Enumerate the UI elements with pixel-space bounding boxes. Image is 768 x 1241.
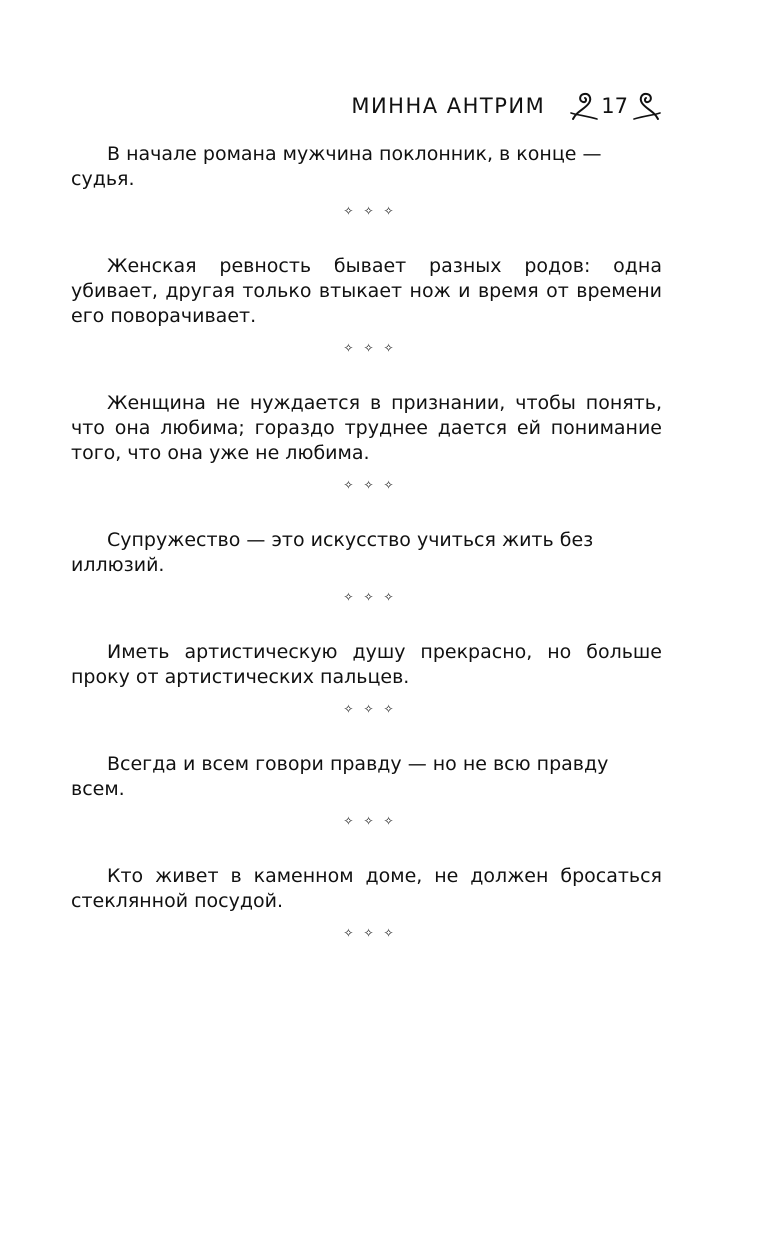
separator-star: ✧	[363, 204, 374, 218]
separator-star: ✧	[383, 204, 394, 218]
separator-star: ✧	[343, 814, 354, 828]
aphorism-1: В начале романа мужчина поклонник, в конце — судья.	[71, 143, 602, 190]
star-separator-icon	[71, 696, 662, 722]
star-separator-icon	[71, 584, 662, 610]
separator-star: ✧	[343, 204, 354, 218]
star-separator-icon	[71, 198, 662, 224]
separator-star: ✧	[343, 478, 354, 492]
running-head	[351, 88, 664, 124]
aphorism-2: Женская ревность бывает разных родов: одна убивает, другая только втыкает нож и время от времени его поворачивает.	[71, 255, 662, 327]
star-separator-icon	[71, 472, 662, 498]
separator-star: ✧	[383, 814, 394, 828]
aphorism-5: Иметь артистическую душу прекрасно, но больше проку от артистических пальцев.	[71, 641, 662, 688]
page-number: 17	[601, 94, 628, 118]
separator-star: ✧	[363, 814, 374, 828]
aphorism-list	[71, 142, 662, 976]
separator-star: ✧	[343, 926, 354, 940]
aphorism-3: Женщина не нуждается в признании, чтобы понять, что она любима; гораздо труднее дается ей понимание того, что она уже не любима.	[71, 392, 662, 464]
separator-star: ✧	[363, 590, 374, 604]
star-separator-icon	[71, 920, 662, 946]
star-separator-icon	[71, 808, 662, 834]
aphorism-4: Супружество — это искусство учиться жить без иллюзий.	[71, 529, 594, 576]
separator-star: ✧	[363, 926, 374, 940]
separator-star: ✧	[343, 702, 354, 716]
star-separator-icon	[71, 335, 662, 361]
separator-star: ✧	[383, 478, 394, 492]
flourish-left-icon	[567, 89, 601, 123]
separator-star: ✧	[363, 702, 374, 716]
author-name: МИННА АНТРИМ	[351, 94, 546, 118]
separator-star: ✧	[343, 590, 354, 604]
flourish-right-icon	[630, 89, 664, 123]
separator-star: ✧	[383, 702, 394, 716]
separator-star: ✧	[383, 590, 394, 604]
aphorism-6: Всегда и всем говори правду — но не всю правду всем.	[71, 753, 609, 800]
separator-star: ✧	[383, 341, 394, 355]
separator-star: ✧	[383, 926, 394, 940]
aphorism-7: Кто живет в каменном доме, не должен бросаться стеклянной посудой.	[71, 865, 662, 912]
separator-star: ✧	[363, 478, 374, 492]
separator-star: ✧	[363, 341, 374, 355]
separator-star: ✧	[343, 341, 354, 355]
